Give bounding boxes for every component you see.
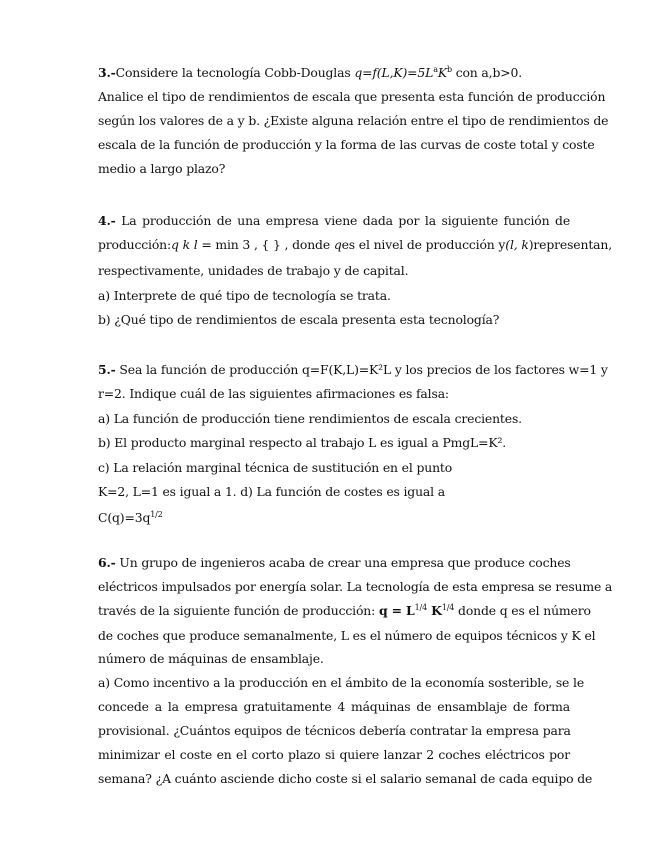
q3-formula-k: K xyxy=(437,65,447,80)
q6-line-3 xyxy=(98,603,591,619)
q4-line-1 xyxy=(98,213,570,229)
q4-number: 4.- xyxy=(98,213,116,228)
q5-number: 5.- xyxy=(98,362,116,377)
q5-line-1 xyxy=(98,362,608,378)
q4-line2-c: es el nivel de producción y xyxy=(341,237,506,252)
q6-line3-b: donde q es el número xyxy=(454,603,591,618)
q5-line-2: r=2. Indique cuál de las siguientes afirmaciones es falsa: xyxy=(98,386,449,401)
q6-line3-a: través de la siguiente función de producción: xyxy=(98,603,379,618)
q5-cost-formula: C(q)=3q xyxy=(98,510,151,525)
q5-item-c2: K=2, L=1 es igual a 1. d) La función de costes es igual a xyxy=(98,484,445,499)
q6-exp-2: 1/4 xyxy=(441,603,455,612)
q6-line-2: eléctricos impulsados por energía solar. La tecnología de esta empresa se resume a xyxy=(98,579,613,594)
q5-item-a: a) La función de producción tiene rendimientos de escala crecientes. xyxy=(98,411,522,426)
q6-exp-1: 1/4 xyxy=(414,603,428,612)
q3-condition: con a,b>0. xyxy=(451,65,522,80)
q3-line-2: según los valores de a y b. ¿Existe alguna relación entre el tipo de rendimientos de xyxy=(98,113,609,128)
q4-lk: (l, k xyxy=(505,237,529,252)
q4-item-b: b) ¿Qué tipo de rendimientos de escala presenta esta tecnología? xyxy=(98,312,500,327)
q5-cost-exp: 1/2 xyxy=(150,510,163,519)
q5-item-c1: c) La relación marginal técnica de sustitución en el punto xyxy=(98,460,453,475)
q4-line2-b: = min 3 , { } , donde xyxy=(197,237,334,252)
q5-item-d xyxy=(98,510,570,526)
q5-line1-text: Sea la función de producción q=F(K,L)=K²L y los precios de los factores w=1 y xyxy=(115,362,608,377)
q6-line-4: de coches que produce semanalmente, L es el número de equipos técnicos y K el xyxy=(98,628,596,643)
q6-line1-text: Un grupo de ingenieros acaba de crear una empresa que produce coches xyxy=(115,555,571,570)
q6-number: 6.- xyxy=(98,555,116,570)
q6-item-a-line-5: semana? ¿A cuánto asciende dicho coste si el salario semanal de cada equipo de xyxy=(98,771,593,786)
q6-line-1 xyxy=(98,555,570,571)
q4-q: q xyxy=(333,237,342,252)
q4-formula: q k l xyxy=(171,237,198,252)
q3-exp-b: b xyxy=(446,65,452,74)
q4-line2-a: producción: xyxy=(98,237,172,252)
q6-line-5: número de máquinas de ensamblaje. xyxy=(98,651,324,666)
q5-item-b: b) El producto marginal respecto al trabajo L es igual a PmgL=K². xyxy=(98,435,507,450)
q3-line-4: medio a largo plazo? xyxy=(98,161,226,176)
q3-exp-a: a xyxy=(433,65,438,74)
q4-line1-text: La producción de una empresa viene dada por la siguiente función de xyxy=(115,213,570,228)
q3-line-1: Analice el tipo de rendimientos de escala que presenta esta función de producción xyxy=(98,89,606,104)
q4-line-2 xyxy=(98,237,613,253)
q6-item-a-line-1: a) Como incentivo a la producción en el ámbito de la economía sosterible, se le xyxy=(98,675,584,690)
q6-formula-l: q = L xyxy=(378,603,415,618)
q3-number: 3.- xyxy=(98,65,116,80)
q3-line-3: escala de la función de producción y la forma de las curvas de coste total y coste xyxy=(98,137,595,152)
q4-line-3: respectivamente, unidades de trabajo y de capital. xyxy=(98,263,409,278)
q6-formula-k: K xyxy=(427,603,442,618)
q6-item-a-line-2: concede a la empresa gratuitamente 4 máquinas de ensamblaje de forma xyxy=(98,699,570,714)
q3-intro: Considere la tecnología Cobb-Douglas xyxy=(115,65,355,80)
q3-formula: q=f(L,K)=5L xyxy=(354,65,434,80)
q4-line2-d: )representan, xyxy=(528,237,613,252)
q4-item-a: a) Interprete de qué tipo de tecnología se trata. xyxy=(98,288,391,303)
q6-item-a-line-4: minimizar el coste en el corto plazo si quiere lanzar 2 coches eléctricos por xyxy=(98,747,570,762)
q3-header xyxy=(98,65,570,81)
q6-item-a-line-3: provisional. ¿Cuántos equipos de técnicos debería contratar la empresa para xyxy=(98,723,571,738)
